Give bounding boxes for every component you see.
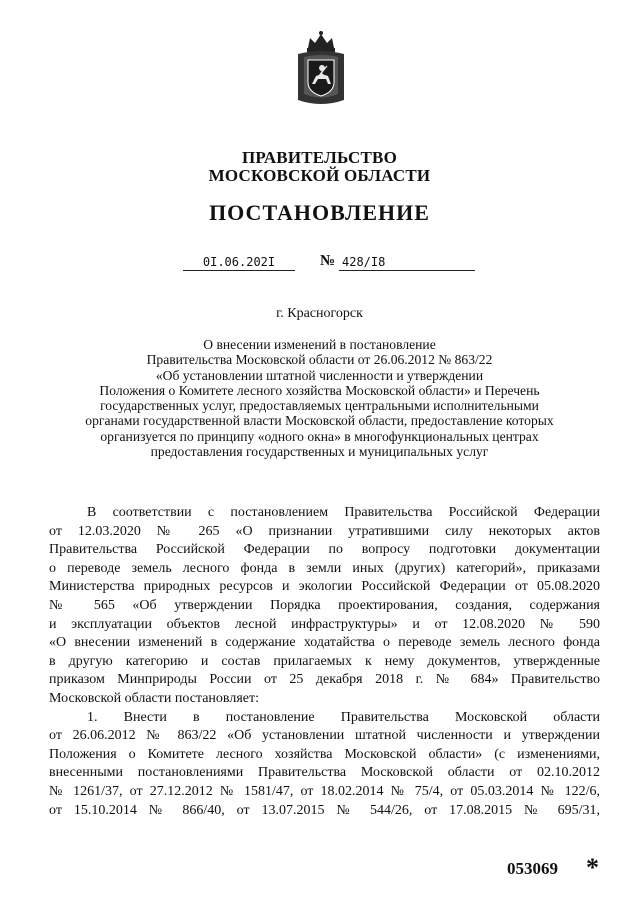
body-line: от 15.10.2014 № 866/40, от 13.07.2015 № 544/26, от 17.08.2015 № 695/31, (49, 802, 600, 818)
subject-line: «Об установлении штатной численности и утверждении (155, 367, 484, 383)
body-line: в другую категорию и состав прилагаемых к нему документов, утвержденные (49, 653, 600, 669)
subject-line: Правительства Московской области от 26.06.2012 № 863/22 (146, 352, 493, 368)
document-body (49, 504, 600, 820)
government-title-line1: ПРАВИТЕЛЬСТВО (242, 148, 397, 167)
subject-line: предоставления государственных и муниципальных услуг (150, 444, 489, 460)
subject-line: организуется по принципу «одного окна» в многофункциональных центрах (100, 428, 539, 444)
subject-line: Положения о Комитете лесного хозяйства Московской области» и Перечень (99, 382, 540, 398)
body-line: Министерства природных ресурсов и экологии Российской Федерации от 05.08.2020 (49, 579, 600, 595)
document-subject (60, 337, 579, 459)
body-line: от 26.06.2012 № 863/22 «Об установлении штатной численности и утверждении (49, 728, 600, 744)
document-city: г. Красногорск (276, 306, 363, 321)
serial-number: 053069 (507, 859, 558, 878)
number-sign: № (320, 253, 336, 269)
subject-line: органами государственной власти Московской области, предоставление которых (85, 413, 554, 429)
subject-line: государственных услуг, предоставляемых центральными исполнительными (100, 398, 539, 414)
government-title-line2: МОСКОВСКОЙ ОБЛАСТИ (208, 166, 431, 185)
subject-line: О внесении изменений в постановление (203, 337, 436, 352)
body-line: внесенными постановлениями Правительства Московской области от 02.10.2012 (49, 765, 600, 781)
body-line: приказом Минприроды России от 25 декабря 2018 г. № 684» Правительство (49, 672, 600, 688)
body-line: 1. Внести в постановление Правительства Московской области (87, 709, 600, 725)
body-line: «О внесении изменений в содержание ходатайства о переводе земель лесного фонда (49, 635, 600, 651)
document-number: 428/I8 (339, 254, 475, 271)
document-type-title: ПОСТАНОВЛЕНИЕ (209, 200, 430, 225)
body-line: № 565 «Об утверждении Порядка проектирования, создания, содержания (49, 597, 600, 613)
asterisk-mark: * (586, 853, 599, 882)
document-date: 0I.06.202I (183, 254, 295, 271)
body-line: о переводе земель лесного фонда в земли иных (других) категорий», приказами (49, 560, 600, 576)
body-line: Московской области постановляет: (49, 690, 259, 706)
body-line: № 1261/37, от 27.12.2012 № 1581/47, от 18.02.2014 № 75/4, от 05.03.2014 № 122/6, (49, 783, 600, 799)
body-line: от 12.03.2020 № 265 «О признании утратившими силу некоторых актов (49, 523, 600, 539)
body-line: В соответствии с постановлением Правительства Российской Федерации (87, 505, 600, 520)
body-line: Положения о Комитете лесного хозяйства Московской области» (с изменениями, (49, 746, 600, 762)
body-line: Правительства Российской Федерации по вопросу подготовки документации (49, 542, 600, 558)
coat-of-arms-icon (294, 30, 348, 108)
body-line: и эксплуатации объектов лесной инфраструктуры» и от 12.08.2020 № 590 (49, 616, 600, 632)
